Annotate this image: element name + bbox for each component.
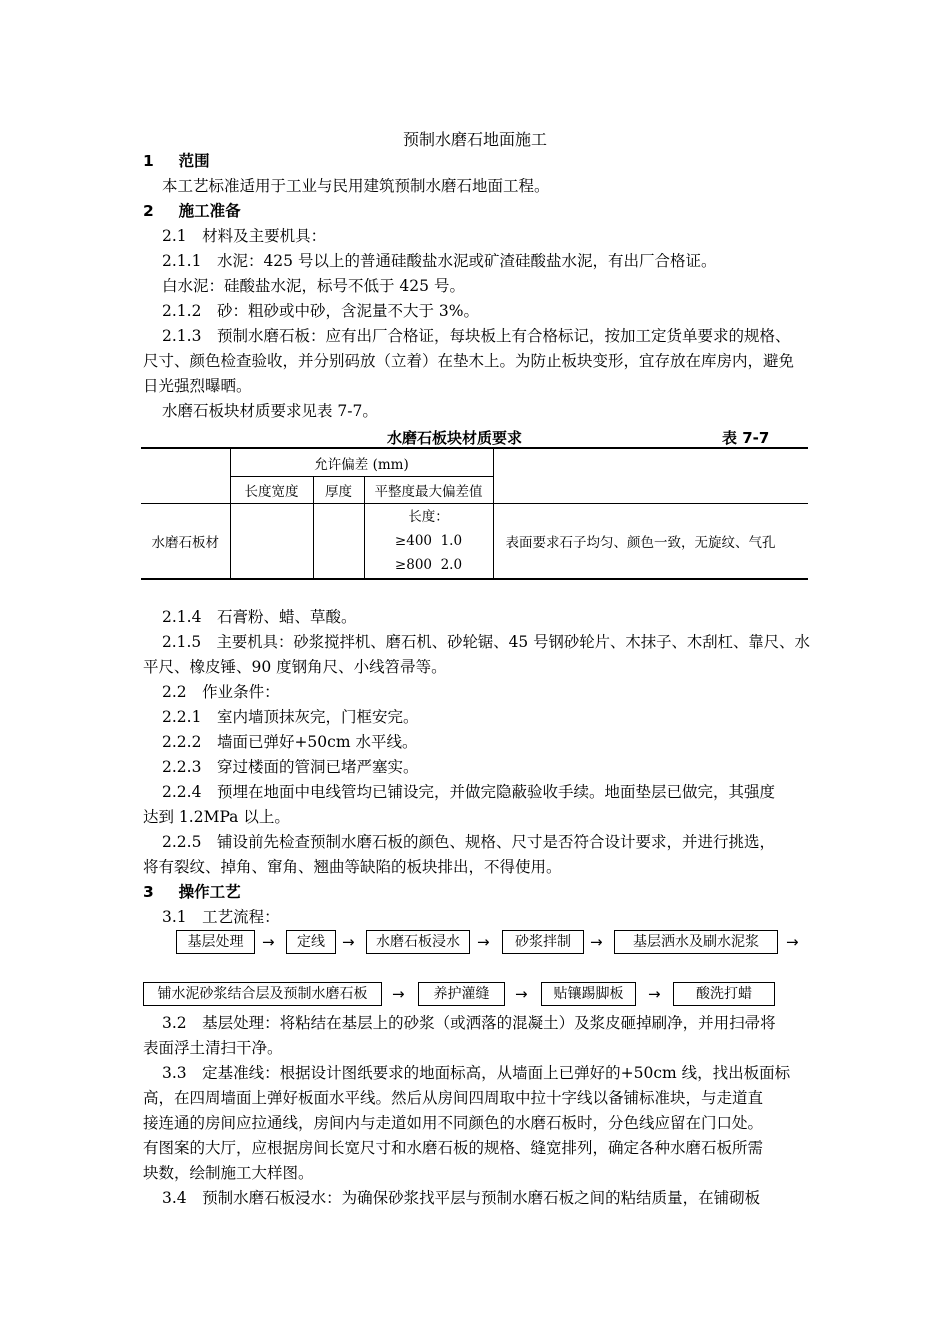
paragraph-2-1-5-line1: 2.1.5 主要机具：砂浆搅拌机、磨石机、砂轮锯、45 号钢砂轮片、木抹子、木刮杠、靠尺、水	[162, 633, 810, 651]
table-header-thickness: 厚度	[313, 477, 364, 504]
paragraph-2-2-5-line2: 将有裂纹、掉角、窜角、翘曲等缺陷的板块排出，不得使用。	[143, 858, 562, 876]
flow-step-sprinkle-and-slurry: 基层洒水及刷水泥浆	[614, 930, 778, 954]
flow-arrow-7: →	[515, 985, 528, 1003]
paragraph-2-2-5-line1: 2.2.5 铺设前先检查预制水磨石板的颜色、规格、尺寸是否符合设计要求，并进行挑选，	[162, 833, 775, 851]
flatness-line-3: ≥800 2.0	[394, 557, 463, 573]
flow-arrow-6: →	[392, 985, 405, 1003]
paragraph-2-2-1: 2.2.1 室内墙顶抹灰完，门框安完。	[162, 708, 419, 726]
flow-step-soak-slab: 水磨石板浸水	[366, 930, 470, 954]
flow-step-mix-mortar: 砂浆拌制	[502, 930, 584, 954]
paragraph-2-1-3-line1: 2.1.3 预制水磨石板：应有出厂合格证，每块板上有合格标记，按加工定货单要求的规格、	[162, 327, 791, 345]
flow-arrow-1: →	[262, 933, 275, 951]
table-cell-length-width	[230, 504, 313, 580]
table-cell-thickness	[313, 504, 364, 580]
paragraph-2-2-3: 2.2.3 穿过楼面的管洞已堵严塞实。	[162, 758, 419, 776]
paragraph-3-3-line3: 接连通的房间应拉通线，房间内与走道如用不同颜色的水磨石板时，分色线应留在门口处。	[143, 1114, 764, 1132]
paragraph-3-2-line2: 表面浮土清扫干净。	[143, 1039, 283, 1057]
paragraph-2-1-4: 2.1.4 石膏粉、蜡、草酸。	[162, 608, 357, 626]
paragraph-2-2-4-line1: 2.2.4 预埋在地面中电线管均已铺设完，并做完隐蔽验收手续。地面垫层已做完，其强度	[162, 783, 775, 801]
section-2-label: 施工准备	[178, 202, 241, 220]
material-requirements-table	[141, 447, 808, 580]
document-title: 预制水磨石地面施工	[402, 130, 547, 149]
section-1-text: 本工艺标准适用于工业与民用建筑预制水磨石地面工程。	[162, 177, 550, 195]
paragraph-3-3-line2: 高，在四周墙面上弹好板面水平线。然后从房间四周取中拉十字线以备铺标准块，与走道直	[143, 1089, 764, 1107]
paragraph-2-1: 2.1 材料及主要机具：	[162, 227, 327, 245]
table-header-tolerance: 允许偏差 (mm)	[230, 448, 493, 477]
paragraph-2-1-1: 2.1.1 水泥：425 号以上的普通硅酸盐水泥或矿渣硅酸盐水泥，有出厂合格证。	[162, 252, 717, 270]
paragraph-3-1: 3.1 工艺流程：	[162, 908, 280, 926]
flow-step-set-line: 定线	[286, 930, 336, 954]
flow-step-base-treatment: 基层处理	[176, 930, 255, 954]
paragraph-3-3-line5: 块数，绘制施工大样图。	[143, 1164, 314, 1182]
table-caption: 水磨石板块材质要求	[387, 429, 523, 447]
table-number: 表 7-7	[722, 429, 770, 447]
paragraph-3-3-line4: 有图案的大厅，应根据房间长宽尺寸和水磨石板的规格、缝宽排列，确定各种水磨石板所需	[143, 1139, 764, 1157]
paragraph-2-2: 2.2 作业条件：	[162, 683, 280, 701]
section-3-label: 操作工艺	[178, 883, 241, 901]
paragraph-3-2-line1: 3.2 基层处理：将粘结在基层上的砂浆（或洒落的混凝土）及浆皮砸掉刷净，并用扫帚将	[162, 1014, 776, 1032]
section-2-heading	[143, 201, 241, 221]
paragraph-2-1-3-line3: 日光强烈曝晒。	[143, 377, 252, 395]
section-3-number: 3	[143, 883, 154, 901]
flatness-line-2: ≥400 1.0	[394, 533, 463, 549]
flow-arrow-3: →	[477, 933, 490, 951]
paragraph-3-4-line1: 3.4 预制水磨石板浸水：为确保砂浆找平层与预制水磨石板之间的粘结质量，在铺砌板	[162, 1189, 761, 1207]
paragraph-3-3-line1: 3.3 定基准线：根据设计图纸要求的地面标高，从墙面上已弹好的+50cm 线，找出板面标	[162, 1064, 791, 1082]
paragraph-2-2-4-line2: 达到 1.2MPa 以上。	[143, 808, 290, 826]
flow-arrow-5: →	[786, 933, 799, 951]
section-1-number: 1	[143, 152, 154, 170]
table-cell-remark: 表面要求石子均匀、颜色一致，无旋纹、气孔	[493, 504, 808, 580]
flow-step-acid-wash-wax: 酸洗打蜡	[673, 982, 775, 1006]
table-header-remark	[493, 448, 808, 504]
paragraph-table-reference: 水磨石板块材质要求见表 7-7。	[162, 402, 378, 420]
paragraph-white-cement: 白水泥：硅酸盐水泥，标号不低于 425 号。	[162, 277, 465, 295]
section-2-number: 2	[143, 202, 154, 220]
flow-arrow-4: →	[590, 933, 603, 951]
flow-arrow-2: →	[342, 933, 355, 951]
paragraph-2-1-5-line2: 平尺、橡皮锤、90 度钢角尺、小线笤帚等。	[143, 658, 447, 676]
flatness-line-1: 长度：	[408, 509, 449, 525]
paragraph-2-1-2: 2.1.2 砂：粗砂或中砂，含泥量不大于 3%。	[162, 302, 479, 320]
section-1-label: 范围	[178, 152, 210, 170]
section-3-heading	[143, 882, 241, 902]
table-header-flatness: 平整度最大偏差值	[364, 477, 493, 504]
flow-arrow-8: →	[648, 985, 661, 1003]
table-header-empty	[141, 448, 230, 504]
paragraph-2-1-3-line2: 尺寸、颜色检查验收，并分别码放（立着）在垫木上。为防止板块变形，宜存放在库房内，避免	[143, 352, 795, 370]
section-1-heading	[143, 151, 210, 171]
flow-step-skirting: 贴镶踢脚板	[541, 982, 636, 1006]
table-row-label: 水磨石板材	[141, 504, 230, 580]
paragraph-2-2-2: 2.2.2 墙面已弹好+50cm 水平线。	[162, 733, 418, 751]
flow-step-lay-bed-and-slab: 铺水泥砂浆结合层及预制水磨石板	[143, 982, 382, 1006]
flow-step-cure-and-grout: 养护灌缝	[418, 982, 505, 1006]
table-cell-flatness	[364, 504, 493, 580]
table-header-length-width: 长度宽度	[230, 477, 313, 504]
